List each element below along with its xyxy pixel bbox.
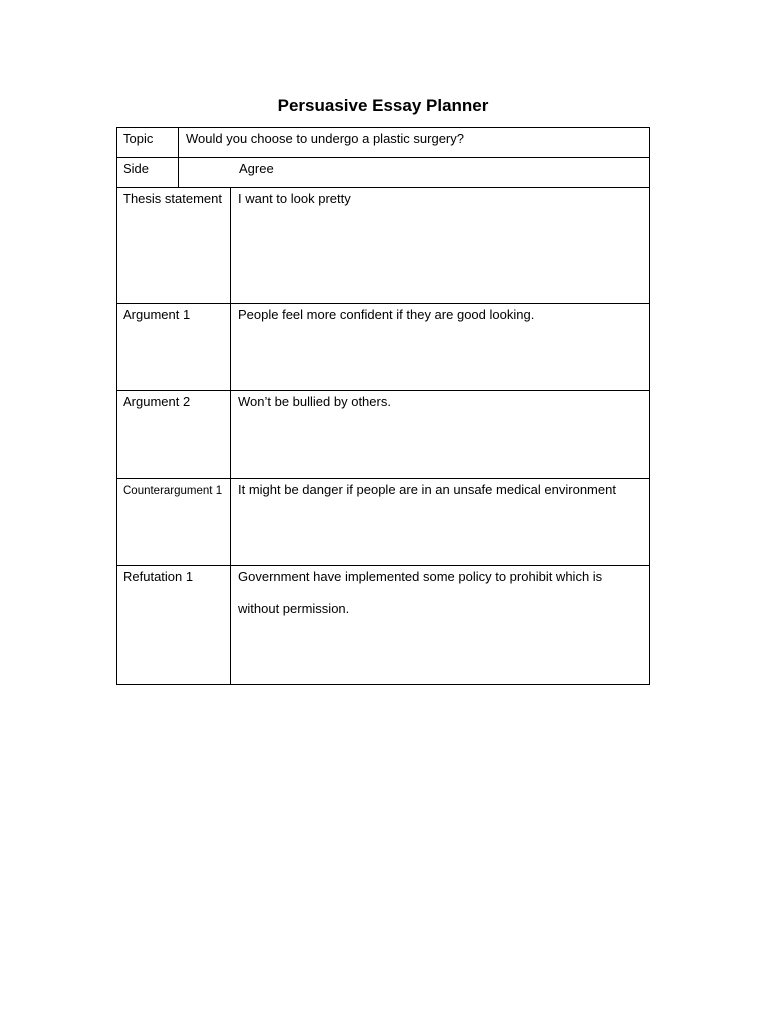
topic-row	[117, 128, 649, 158]
thesis-label: Thesis statement	[117, 188, 231, 303]
thesis-value: I want to look pretty	[238, 191, 351, 206]
argument-2-label: Argument 2	[117, 391, 231, 478]
topic-label: Topic	[117, 128, 179, 157]
argument-2-value: Won’t be bullied by others.	[238, 394, 391, 409]
side-value: Agree	[239, 161, 274, 176]
refutation-1-label: Refutation 1	[117, 566, 231, 684]
essay-planner-table	[116, 127, 650, 685]
refutation-1-line-2: without permission.	[238, 601, 350, 616]
refutation-1-line-1: Government have implemented some policy to prohibit which is	[238, 569, 603, 584]
counterargument-1-value: It might be danger if people are in an unsafe medical environment	[238, 482, 616, 497]
argument-1-label: Argument 1	[117, 304, 231, 390]
refutation-1-row	[117, 566, 649, 684]
side-label: Side	[117, 158, 179, 187]
counterargument-1-label: Counterargument 1	[117, 479, 231, 565]
thesis-row	[117, 188, 649, 304]
argument-2-row	[117, 391, 649, 479]
argument-1-row	[117, 304, 649, 391]
refutation-1-value	[231, 566, 649, 684]
topic-value: Would you choose to undergo a plastic surgery?	[186, 131, 464, 146]
page-title: Persuasive Essay Planner	[277, 96, 489, 115]
argument-1-value: People feel more confident if they are good looking.	[238, 307, 535, 322]
side-row	[117, 158, 649, 188]
counterargument-1-row	[117, 479, 649, 566]
